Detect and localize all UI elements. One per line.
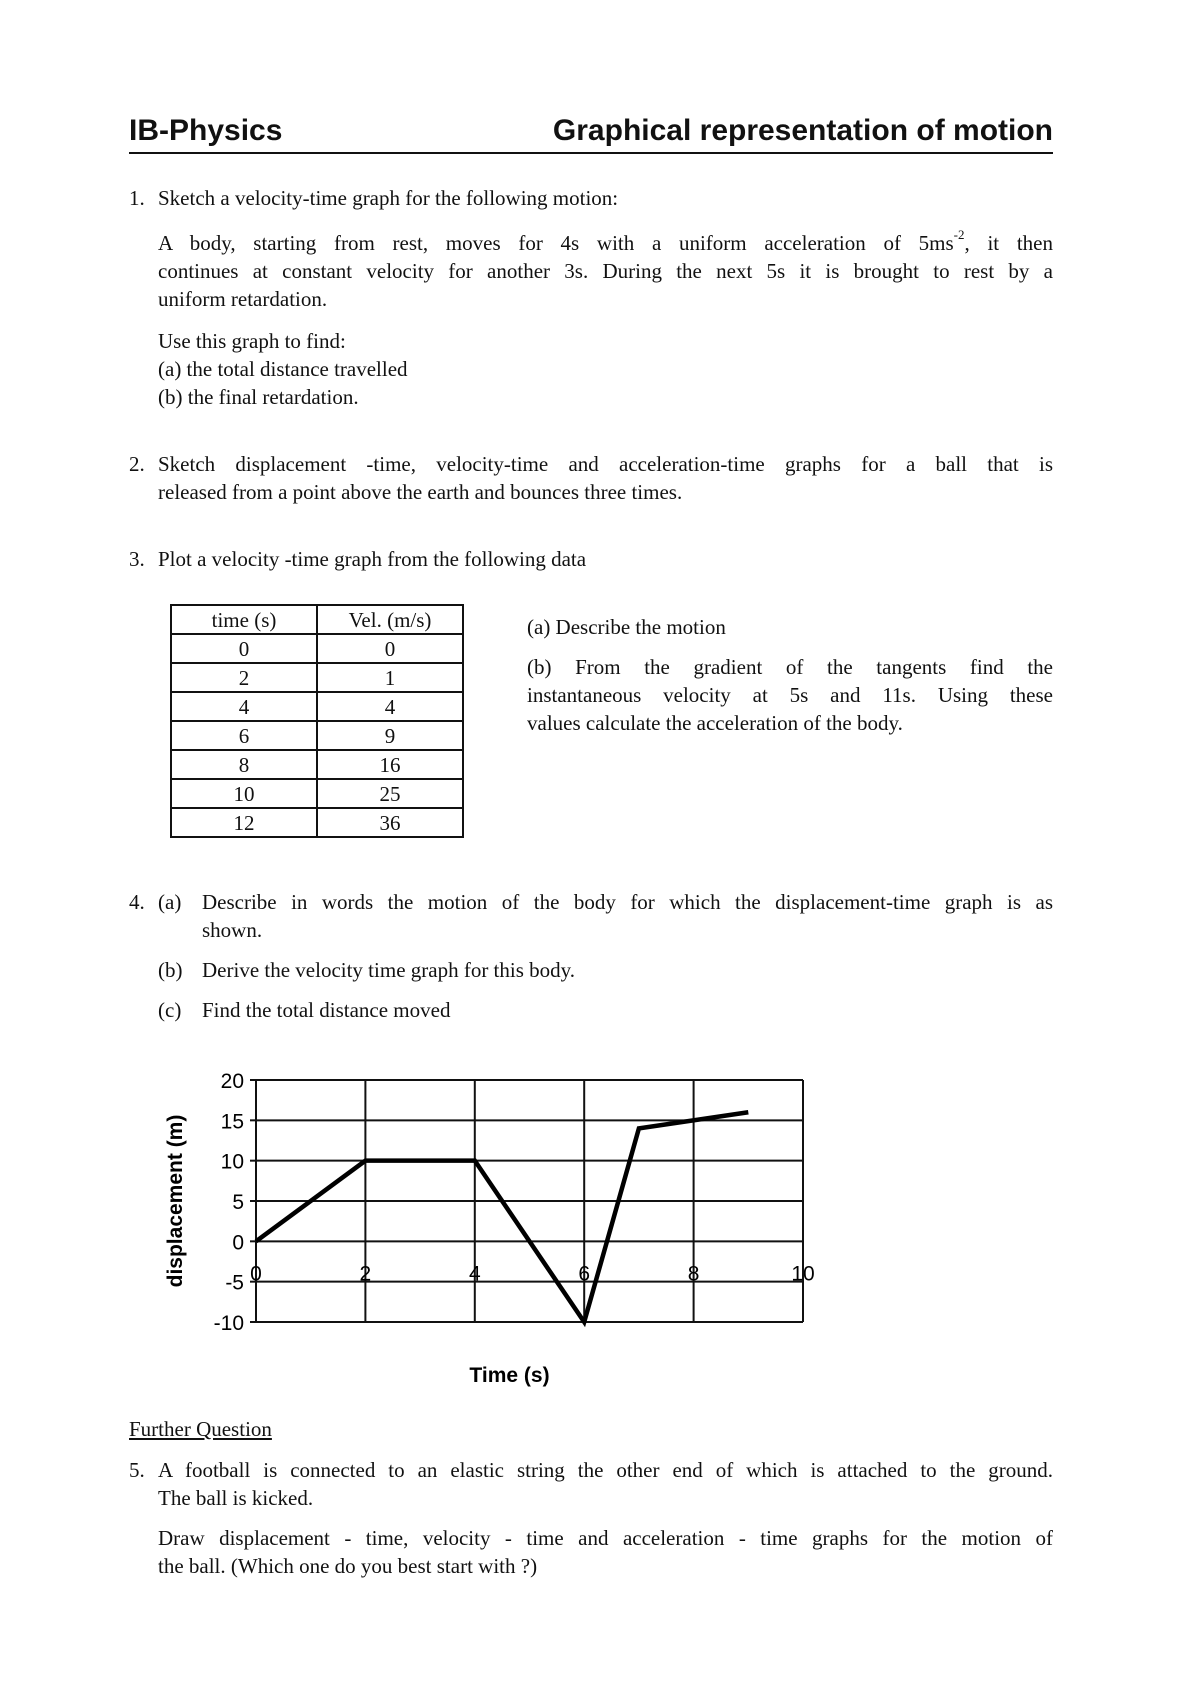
table-header-cell: Vel. (m/s): [317, 605, 463, 634]
unit-exponent: -2: [953, 227, 965, 242]
question-3-part-a: (a) Describe the motion: [527, 615, 726, 639]
table-header-cell: time (s): [171, 605, 317, 634]
question-1-paragraph-line3: uniform retardation.: [158, 287, 328, 311]
table-cell: 2: [171, 663, 317, 692]
question-1-part-a: (a) the total distance travelled: [158, 357, 408, 381]
table-cell: 25: [317, 779, 463, 808]
y-axis-title: displacement (m): [164, 1114, 187, 1288]
table-cell: 6: [171, 721, 317, 750]
question-4-c-text: Find the total distance moved: [202, 998, 451, 1022]
y-tick-label: 0: [232, 1231, 244, 1255]
question-3-prompt: Plot a velocity -time graph from the following data: [158, 547, 587, 571]
table-cell: 0: [171, 634, 317, 663]
question-1-use-graph: Use this graph to find:: [158, 329, 346, 353]
question-2-number: 2.: [129, 452, 145, 476]
table-cell: 0: [317, 634, 463, 663]
table-row: [171, 634, 463, 663]
question-1-part-b: (b) the final retardation.: [158, 385, 359, 409]
question-4-a-line2: shown.: [202, 918, 263, 942]
question-3-number: 3.: [129, 547, 145, 571]
question-5-line1: A football is connected to an elastic string the other end of which is attached to the ground.: [158, 1458, 1053, 1482]
table-cell: 36: [317, 808, 463, 837]
table-row: [171, 692, 463, 721]
question-4-number: 4.: [129, 890, 145, 914]
table-cell: 12: [171, 808, 317, 837]
question-4-a-label: (a): [158, 890, 182, 914]
table-row: [171, 663, 463, 692]
question-4-b-text: Derive the velocity time graph for this body.: [202, 958, 576, 982]
table-row: [171, 721, 463, 750]
question-1-paragraph-line2: continues at constant velocity for another 3s. During the next 5s it is brought to rest by a: [158, 259, 1053, 283]
table-header-row: [171, 605, 463, 634]
question-5-line2: The ball is kicked.: [158, 1486, 314, 1510]
table-row: [171, 750, 463, 779]
table-row: [171, 779, 463, 808]
question-3-part-b-line1: (b) From the gradient of the tangents find the: [527, 655, 1053, 679]
question-5-number: 5.: [129, 1458, 145, 1482]
table-cell: 16: [317, 750, 463, 779]
y-tick-label: 5: [232, 1191, 244, 1214]
question-3-part-b-line3: values calculate the acceleration of the body.: [527, 711, 903, 735]
y-tick-label: 15: [220, 1110, 244, 1134]
x-tick-label: 6: [578, 1262, 591, 1286]
table-cell: 4: [171, 692, 317, 721]
question-2-line1: Sketch displacement -time, velocity-time and acceleration-time graphs for a ball that is: [158, 452, 1053, 476]
question-5-line4: the ball. (Which one do you best start with ?): [158, 1554, 538, 1578]
header-subject: IB-Physics: [129, 114, 283, 147]
table-cell: 10: [171, 779, 317, 808]
x-tick-label: 2: [359, 1262, 372, 1286]
table-cell: 8: [171, 750, 317, 779]
x-tick-label: 10: [791, 1262, 815, 1286]
table-cell: 4: [317, 692, 463, 721]
question-1-text-b: , it then: [964, 231, 1054, 255]
table-row: [171, 808, 463, 837]
question-5-line3: Draw displacement - time, velocity - time and acceleration - time graphs for the motion of: [158, 1526, 1053, 1550]
x-tick-label: 4: [468, 1262, 481, 1286]
velocity-data-table: [170, 604, 464, 838]
x-axis-title: Time (s): [469, 1364, 550, 1387]
y-tick-label: 10: [220, 1150, 244, 1174]
y-tick-label: -5: [225, 1271, 244, 1295]
displacement-time-chart: [150, 1060, 850, 1400]
table-cell: 1: [317, 663, 463, 692]
question-1-number: 1.: [129, 186, 145, 210]
question-1-text-a: A body, starting from rest, moves for 4s with a uniform acceleration of 5ms: [158, 231, 954, 255]
question-1-prompt: Sketch a velocity-time graph for the following motion:: [158, 186, 619, 210]
displacement-series-line: [256, 1112, 748, 1322]
y-tick-label: -10: [213, 1312, 244, 1335]
question-4-c-label: (c): [158, 998, 182, 1022]
header-title: Graphical representation of motion: [552, 114, 1053, 147]
table-cell: 9: [317, 721, 463, 750]
x-tick-label: 0: [250, 1262, 262, 1286]
question-1-paragraph-line1: [158, 229, 1053, 257]
question-4-a-line1: Describe in words the motion of the body for which the displacement-time graph is as: [202, 890, 1053, 914]
question-4-b-label: (b): [158, 958, 183, 982]
further-question-heading: Further Question: [129, 1417, 272, 1441]
question-3-part-b-line2: instantaneous velocity at 5s and 11s. Using these: [527, 683, 1053, 707]
page-header: [129, 112, 1053, 154]
question-2-line2: released from a point above the earth and bounces three times.: [158, 480, 683, 504]
x-tick-label: 8: [687, 1262, 700, 1286]
y-tick-label: 20: [220, 1070, 244, 1093]
